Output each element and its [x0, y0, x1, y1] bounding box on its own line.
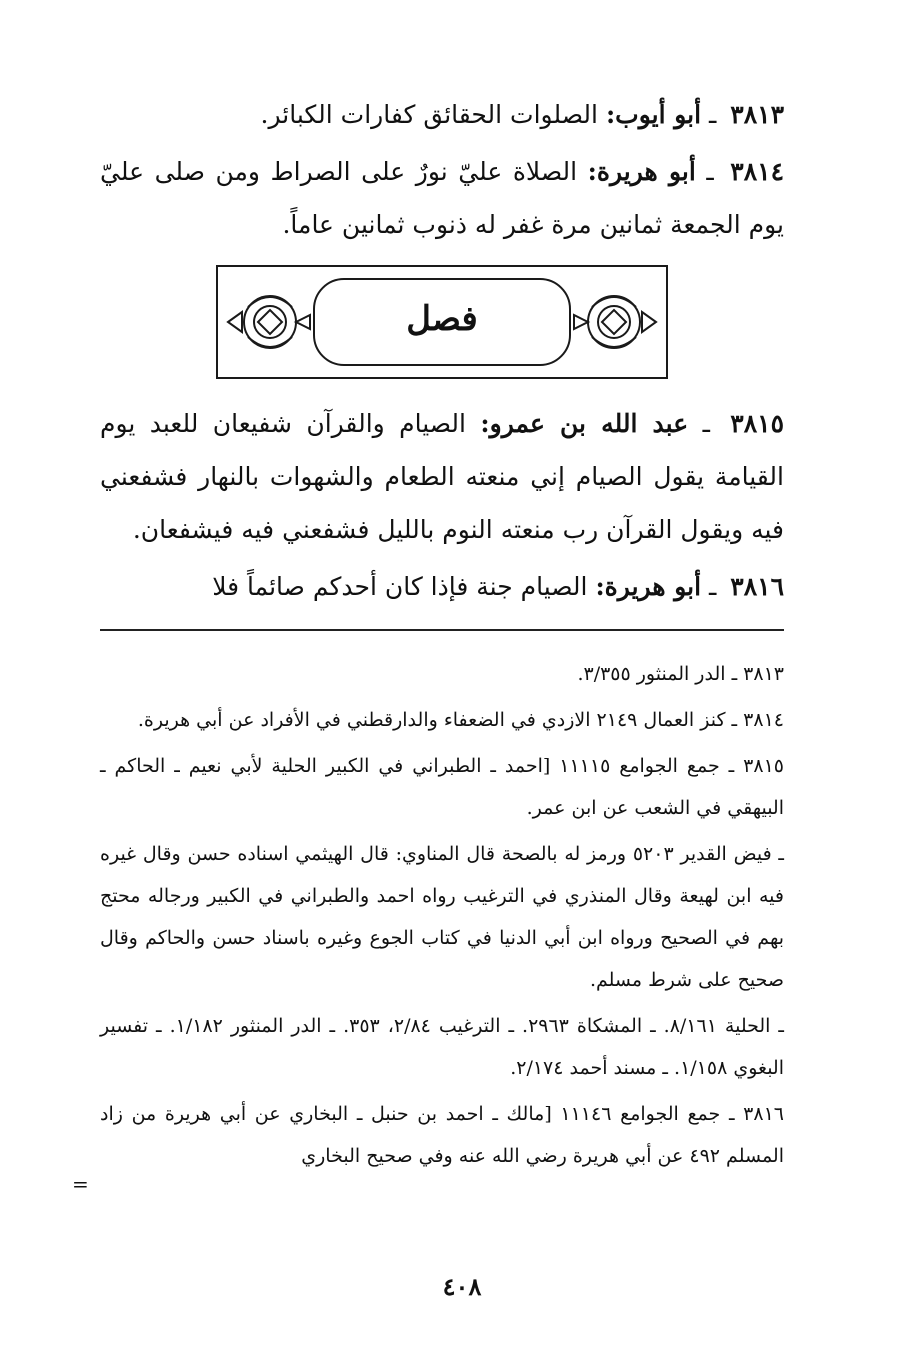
- dash: ـ: [706, 157, 714, 186]
- section-title: فصل: [406, 299, 478, 339]
- hadith-entry: [100, 560, 784, 613]
- hadith-number: ٣٨١٤: [730, 157, 785, 186]
- hadith-entry: [100, 145, 784, 251]
- dash: ـ: [702, 409, 710, 438]
- hadith-text: الصلاة عليّ نورٌ على الصراط ومن صلى عليّ يوم الجمعة ثمانين مرة غفر له ذنوب ثمانين عاماً.: [100, 157, 784, 239]
- hadith-number: ٣٨١٥: [730, 409, 785, 438]
- dash: ـ: [709, 572, 717, 601]
- footnote-divider: [100, 629, 784, 631]
- footnote: ـ الحلية ٨/١٦١. ـ المشكاة ٢٩٦٣. ـ الترغيب ٢/٨٤، ٣٥٣. ـ الدر المنثور ١/١٨٢. ـ تفسير البغوي ١/١٥٨. ـ مسند أحمد ٢/١٧٤.: [100, 1015, 784, 1079]
- hadith-text: الصيام جنة فإذا كان أحدكم صائماً فلا: [212, 572, 588, 601]
- footnote: ٣٨١٦ ـ جمع الجوامع ١١١٤٦ [مالك ـ احمد بن حنبل ـ البخاري عن أبي هريرة من زاد المسلم ٤٩٢ عن أبي هريرة رضي الله عنه وفي صحيح البخاري: [100, 1103, 784, 1167]
- narrator-name: أبو هريرة:: [595, 572, 702, 601]
- footnote: ٣٨١٤ ـ كنز العمال ٢١٤٩ الازدي في الضعفاء والدارقطني في الأفراد عن أبي هريرة.: [137, 709, 784, 731]
- hadith-number: ٣٨١٦: [730, 572, 784, 601]
- hadith-entry: [100, 397, 784, 556]
- hadith-text: الصيام والقرآن شفيعان للعبد يوم القيامة يقول الصيام إني منعته الطعام والشهوات بالنهار فشفعني فيه ويقول القرآن رب منعته النوم بالليل فشفعني فيه فيشفعان.: [100, 409, 784, 544]
- section-banner: [216, 265, 668, 379]
- continuation-mark: =: [72, 1172, 87, 1196]
- dash: ـ: [709, 100, 717, 129]
- hadith-number: ٣٨١٣: [730, 100, 784, 129]
- narrator-name: عبد الله بن عمرو:: [480, 409, 689, 438]
- page-body: [100, 88, 784, 1181]
- footnote: ٣٨١٣ ـ الدر المنثور ٣/٣٥٥.: [577, 663, 784, 685]
- narrator-name: أبو هريرة:: [587, 157, 696, 186]
- hadith-entry: [100, 88, 784, 141]
- footnote: ٣٨١٥ ـ جمع الجوامع ١١١١٥ [احمد ـ الطبراني في الكبير الحلية لأبي نعيم ـ الحاكم ـ البيهقي في الشعب عن ابن عمر.: [100, 755, 784, 819]
- narrator-name: أبو أيوب:: [605, 100, 702, 129]
- page-number: ٤٠٨: [442, 1272, 482, 1301]
- hadith-text: الصلوات الحقائق كفارات الكبائر.: [260, 100, 598, 129]
- footnote: ـ فيض القدير ٥٢٠٣ ورمز له بالصحة قال المناوي: قال الهيثمي اسناده حسن وقال غيره فيه ابن لهيعة وقال المنذري في الترغيب رواه احمد والطبراني في الكبير ورجاله محتج بهم في الصحيح ورواه ابن أبي الدنيا في كتاب الجوع وغيره باسناد حسن والحاكم وقال صحيح على شرط مسلم.: [100, 843, 785, 991]
